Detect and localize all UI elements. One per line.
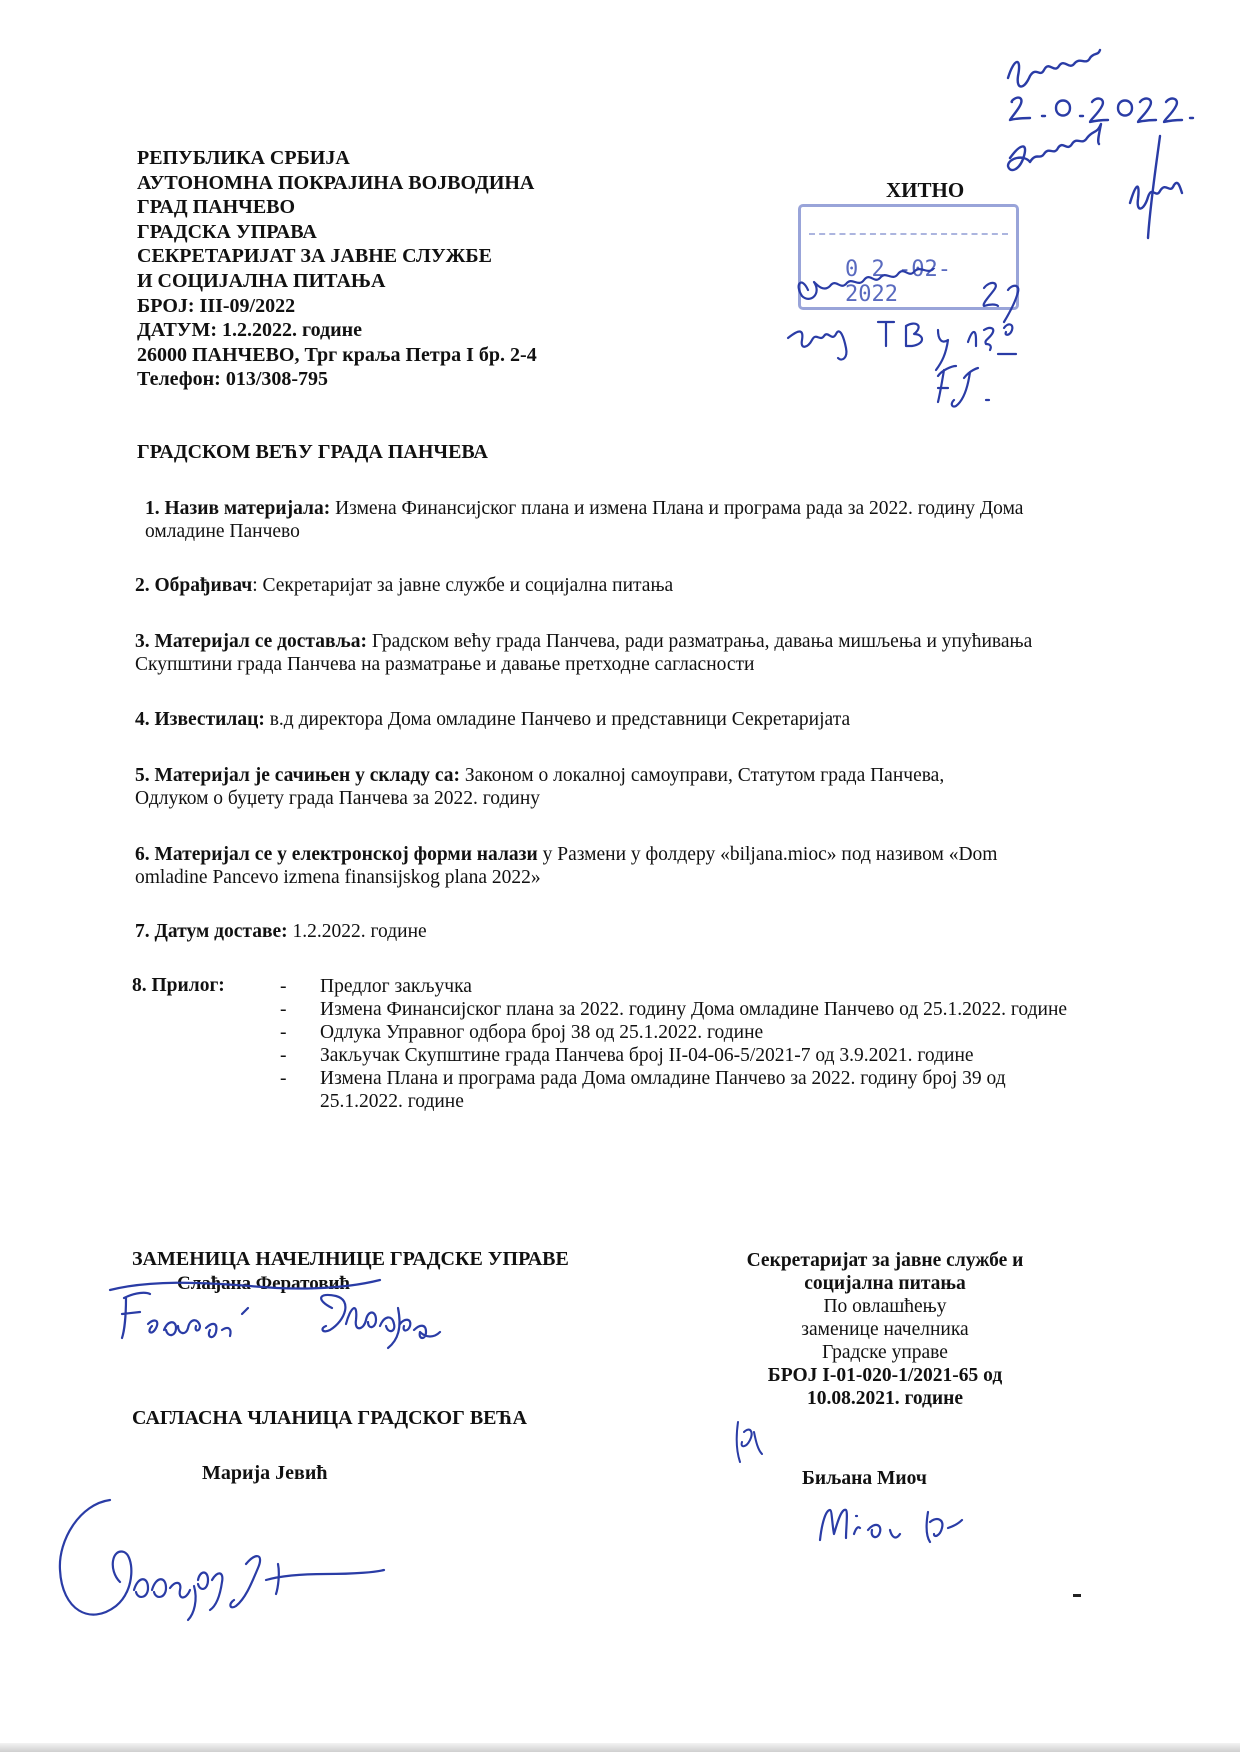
item-text: Градском већу града Панчева, ради разматрања, давања мишљења и упућивања Скупштини града Панчева на разматрање и давање претходне сагласности xyxy=(135,631,1033,675)
deputy-title: ЗАМЕНИЦА НАЧЕЛНИЦЕ ГРАДСКЕ УПРАВЕ xyxy=(132,1248,569,1270)
attachment-item xyxy=(280,1044,1080,1067)
phone: Телефон: 013/308-795 xyxy=(137,368,329,391)
address: 26000 ПАНЧЕВО, Трг краља Петра I бр. 2-4 xyxy=(137,343,537,366)
handwritten-print-note xyxy=(1000,28,1220,248)
item-label: 1. Назив материјала: xyxy=(145,498,331,519)
letterhead-line: ГРАДСКА УПРАВА xyxy=(137,220,317,243)
attachments-label: 8. Прилог: xyxy=(132,975,225,996)
received-stamp xyxy=(798,204,1019,310)
letterhead-line: СЕКРЕТАРИЈАТ ЗА ЈАВНЕ СЛУЖБЕ xyxy=(137,245,492,268)
attachment-item xyxy=(280,1021,1080,1044)
initials-mark xyxy=(730,1412,770,1472)
council-title: САГЛАСНА ЧЛАНИЦА ГРАДСКОГ ВЕЋА xyxy=(132,1407,527,1429)
item-text: в.д директора Дома омладине Панчево и представници Секретаријата xyxy=(264,709,851,730)
attachment-text: Одлука Управног одбора број 38 од 25.1.2022. године xyxy=(320,1022,764,1043)
authorization-date: 10.08.2021. године xyxy=(806,1388,964,1409)
recipient: ГРАДСКОМ ВЕЋУ ГРАДА ПАНЧЕВА xyxy=(137,441,488,463)
document-date: ДАТУМ: 1.2.2022. године xyxy=(137,319,363,342)
letterhead-line: АУТОНОМНА ПОКРАЈИНА ВОЈВОДИНА xyxy=(137,171,535,194)
letterhead-line: ГРАД ПАНЧЕВО xyxy=(137,196,296,219)
item-label: 6. Материјал се у електронској форми налази xyxy=(135,844,538,865)
item-text: у Размени у фолдеру «biljana.mioc» под називом «Dom omladine Pancevo izmena finansijskog plana 2022» xyxy=(135,844,998,888)
secretariat-signature-block xyxy=(700,1249,1070,1410)
item-label: 3. Материјал се доставља: xyxy=(135,631,367,652)
stamp-date: 0 2 -02- 2022 xyxy=(845,257,951,307)
bullet-dash: - xyxy=(280,999,287,1020)
item-delivery-date xyxy=(135,920,1075,943)
council-signature xyxy=(50,1480,450,1630)
attachment-item xyxy=(280,1067,1080,1113)
secretariat-line: Градске управе xyxy=(822,1342,948,1363)
bullet-dash: - xyxy=(280,1068,287,1089)
scan-edge xyxy=(0,1743,1240,1752)
letterhead-line: РЕПУБЛИКА СРБИЈА xyxy=(137,147,350,169)
attachment-item xyxy=(280,998,1080,1021)
council-name: Марија Јевић xyxy=(202,1462,328,1484)
item-reporter xyxy=(135,708,1075,731)
item-processor xyxy=(135,574,1075,597)
bullet-dash: - xyxy=(280,976,287,997)
deputy-name: Слађана Фератовић xyxy=(177,1273,350,1294)
item-text: Измена Финансијског плана и измена Плана и програма рада за 2022. годину Дома омладине Панчево xyxy=(145,498,1024,542)
document-number: БРОЈ: III-09/2022 xyxy=(137,294,296,317)
item-material-name xyxy=(145,497,1085,543)
item-label: 7. Датум доставе: xyxy=(135,921,288,942)
item-label: 4. Известилац: xyxy=(135,709,265,730)
item-legal-basis xyxy=(135,764,1015,810)
secretariat-signature xyxy=(810,1490,990,1560)
attachment-text: Закључак Скупштине града Панчева број II-04-06-5/2021-7 од 3.9.2021. године xyxy=(320,1045,974,1066)
item-text: Законом о локалној самоуправи, Статутом града Панчева, Одлуком о буџету града Панчева за 2022. годину xyxy=(135,765,945,809)
bullet-dash: - xyxy=(280,1022,287,1043)
item-electronic-form xyxy=(135,843,1015,889)
item-text: : Секретаријат за јавне службе и социјална питања xyxy=(252,575,674,596)
letterhead xyxy=(137,146,537,392)
secretariat-line: заменице начелника xyxy=(801,1319,969,1340)
item-text: 1.2.2022. године xyxy=(287,921,427,942)
urgency-label: ХИТНО xyxy=(886,178,965,202)
secretariat-line: Секретаријат за јавне службе и xyxy=(746,1250,1024,1271)
attachment-text: Предлог закључка xyxy=(320,976,472,997)
attachment-item xyxy=(280,975,1080,998)
attachment-text: Измена Плана и програма рада Дома омладине Панчево за 2022. годину број 39 од 25.1.2022. године xyxy=(320,1068,1006,1112)
item-label: 5. Материјал је сачињен у складу са: xyxy=(135,765,460,786)
secretariat-name: Биљана Миоч xyxy=(802,1468,927,1489)
attachments-list xyxy=(280,975,1080,1113)
item-label: 2. Обрађивач xyxy=(135,575,253,596)
secretariat-line: По овлашћењу xyxy=(823,1296,947,1317)
bullet-dash: - xyxy=(280,1045,287,1066)
authorization-number: БРОЈ I-01-020-1/2021-65 од xyxy=(767,1365,1003,1386)
stamp-header xyxy=(809,213,1008,235)
letterhead-line: И СОЦИЈАЛНА ПИТАЊА xyxy=(137,269,386,292)
attachment-text: Измена Финансијског плана за 2022. годину Дома омладине Панчево од 25.1.2022. године xyxy=(320,999,1068,1020)
item-delivered-to xyxy=(135,630,1075,676)
stray-mark xyxy=(1073,1594,1081,1597)
secretariat-line: социјална питања xyxy=(804,1273,966,1294)
